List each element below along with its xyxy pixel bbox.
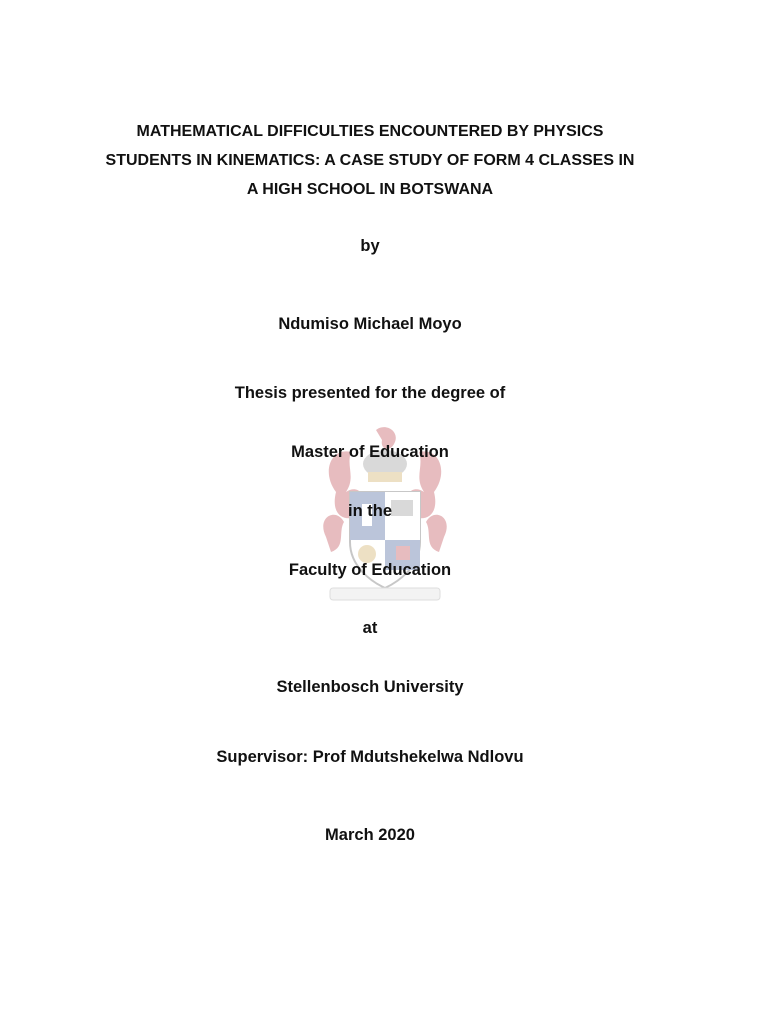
author-name: Ndumiso Michael Moyo [278,315,462,333]
in-the-text: in the [348,502,392,520]
thesis-title-line-1: MATHEMATICAL DIFFICULTIES ENCOUNTERED BY PHYSICS [136,123,604,140]
degree-name: Master of Education [291,443,449,461]
thesis-title-line-3: A HIGH SCHOOL IN BOTSWANA [246,181,494,198]
university-name: Stellenbosch University [276,678,464,696]
supervisor-text: Supervisor: Prof Mdutshekelwa Ndlovu [216,748,524,766]
faculty-name: Faculty of Education [288,561,452,579]
at-text: at [362,619,378,637]
by-text: by [360,237,380,255]
thesis-title-line-2: STUDENTS IN KINEMATICS: A CASE STUDY OF FORM 4 CLASSES IN [105,152,635,169]
submission-date: March 2020 [325,826,415,844]
degree-intro: Thesis presented for the degree of [234,384,506,402]
